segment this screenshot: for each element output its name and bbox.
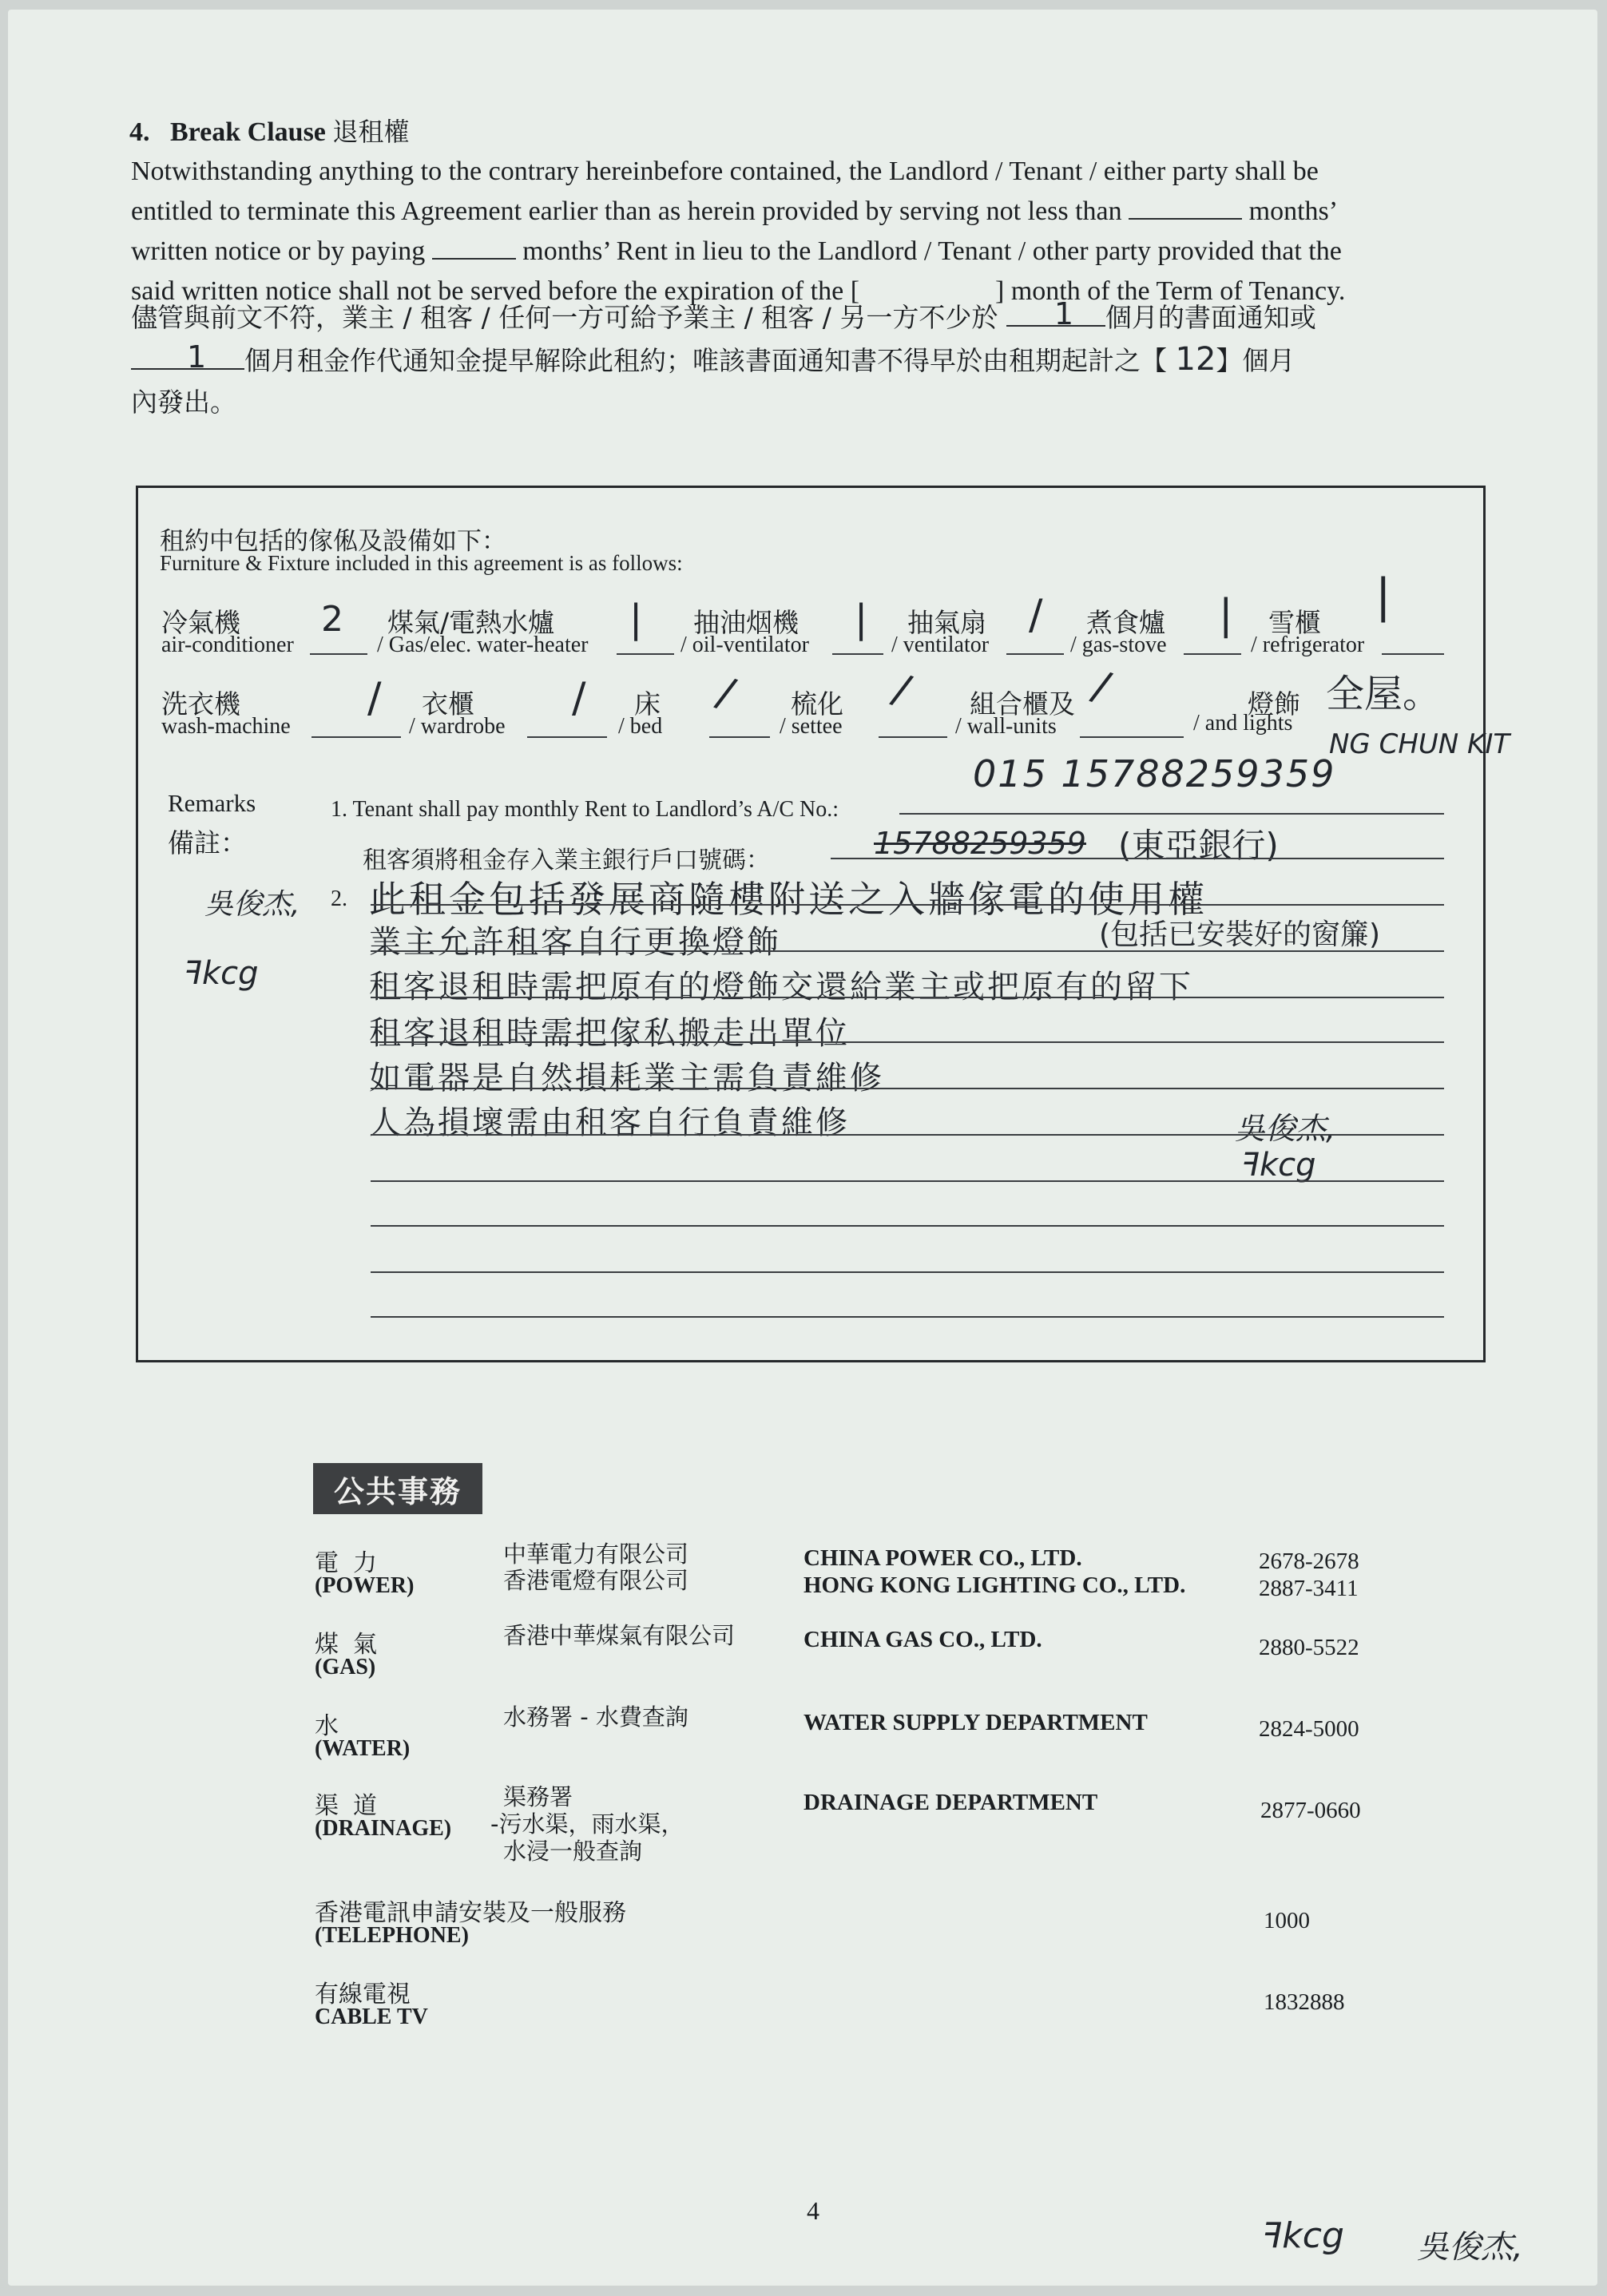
handwritten-bank-name: (東亞銀行) <box>1118 826 1279 865</box>
item-bed-zh: 床 <box>634 688 661 720</box>
item-wash-machine-en: wash-machine <box>161 714 291 739</box>
item-lights-zh: 燈飾 <box>1248 688 1300 720</box>
remark-line: 租客退租時需把傢私搬走出單位 <box>369 1015 850 1052</box>
remarks-label-zh: 備註： <box>168 827 247 859</box>
item-lights-en: / and lights <box>1193 711 1293 736</box>
item-gas-stove-qty: | <box>1219 591 1233 639</box>
item-refrigerator-en: / refrigerator <box>1251 632 1365 657</box>
remark-1-zh: 租客須將租金存入業主銀行戶口號碼： <box>363 847 770 874</box>
remark-1-en: 1. Tenant shall pay monthly Rent to Landlord’s A/C No.: <box>331 797 839 822</box>
item-oil-ventilator-qty: | <box>855 597 868 641</box>
item-settee-zh: 梳化 <box>791 688 843 720</box>
item-aircon-en: air-conditioner <box>161 632 294 657</box>
clause-english-text: Notwithstanding anything to the contrary hereinbefore contained, the Landlord / Tenant / either party shall be entitled to terminate this Agreement earlier than as herein provided by serving not less than months’ written notice or by paying months’ Rent in lieu to the Landlord / Tenant / other party provided that the said written notice shall not be served before the expiration of the [ ] month of the Term of Tenancy. <box>131 157 1346 306</box>
handwritten-month-number: 12 <box>1175 341 1216 378</box>
utilities-heading: 公共事務 <box>313 1463 482 1514</box>
item-ventilator-en: / ventilator <box>891 632 990 657</box>
handwritten-signed-name: 吳俊杰, <box>1235 1111 1336 1146</box>
handwritten-initial-name: 吳俊杰, <box>204 888 300 921</box>
item-water-heater-zh: 煤氣/電熱水爐 <box>387 607 555 638</box>
item-water-heater-en: / Gas/elec. water-heater <box>377 632 589 657</box>
remark-line: 如電器是自然損耗業主需負責維修 <box>369 1060 884 1096</box>
handwritten-rent-months: 1 <box>187 339 207 375</box>
handwritten-signature-left: ꟻkcg <box>184 955 259 992</box>
handwritten-name-roman: NG CHUN KIT <box>1329 728 1510 760</box>
handwritten-signature: ꟻkcg <box>1241 1147 1316 1184</box>
item-wash-machine-qty: / <box>367 674 382 722</box>
item-wardrobe-en: / wardrobe <box>409 714 506 739</box>
item-wall-units-zh: 組合櫃及 <box>970 688 1075 720</box>
remark-line-note: (包括已安裝好的窗簾) <box>1099 918 1381 951</box>
remark-2-number: 2. <box>331 886 347 911</box>
item-water-heater-qty: | <box>629 597 643 641</box>
remark-line: 人為損壞需由租客自行負責維修 <box>369 1104 850 1141</box>
handwritten-account-struck: 15788259359 <box>874 826 1086 861</box>
item-gas-stove-en: / gas-stove <box>1070 632 1167 657</box>
remark-line: 租客退租時需把原有的燈飾交還給業主或把原有的留下 <box>369 969 1193 1005</box>
remarks-label-en: Remarks <box>168 789 256 817</box>
document-page: 4. Break Clause 退租權 Notwithstanding anything to the contrary hereinbefore contained, the Landlord / Tenant / either party shall be entitled to terminate this Agreement earlier than as herein provided by serving not less than months’ written notice or by paying months’ Rent in lieu to the Landlord / Tenant / other party provided that the said written notice shall not be served before the expiration of the [ ] month of the Term of Tenancy. 儘管與前文不符，業主 / 租客 / 任何一方可給予業主 / 租客 / 另一方不少於 1 個月的書面通知或 1 個月租金作代通知金提早解除此租約；唯該書面通知書不得早於由租期起計之【 12】個月 內發出。 租約中包括的傢俬及設備如下： Furniture & Fixture included in this agreement is as follows: 冷氣機 air-conditioner 2 煤氣/電熱水爐 / Gas/elec. water-heater | 抽油烟機 / oil-ventilator | 抽氣扇 / ventilator / 煮食爐 / gas-stove | 雪櫃 / refrigerator | 洗衣機 wash-machine / 衣櫃 / wardrobe / 床 / bed / 梳化 / settee / 組合櫃及 / wall-units / 燈飾 / and lights 全屋。 NG CHUN KIT Remarks 備註： 1. Tenant shall pay monthly Rent to Landlord’s A/C No.: 015 15788259359 租客須將租金存入業主銀行戶口號碼： 15788259359 (東亞銀行) 吳俊杰, 2. ꟻkcg 此租金包括發展商隨樓附送之入牆傢電的使用權 業主允許租客自行更換燈飾 (包括已安裝好的窗簾) 租客退租時需把原有的燈飾交還給業主或把原有的留下 租客退租時需把傢私搬走出單位 如電器是自然損耗業主需負責維修 人為損壞需由租客自行負責維修 吳俊杰, ꟻkcg 公共事務 電力 (POWER) 中華電力有限公司 香港電燈有限公司 CHINA POWER CO., LTD. HONG KONG LIGHTING CO., LTD. 2678-2678 2887-3411 煤氣 (GAS) 香港中華煤氣有限公司 CHINA GAS CO., LTD. 2880-5522 水 (WATER) 水務署 - 水費查詢 WATER SUPPLY DEPARTMENT 2824-5000 渠道 (DRAINAGE) 渠務署 -污水渠，雨水渠， 水浸一般查詢 DRAINAGE DEPARTMENT 2877-0660 香港電訊申請安裝及一般服務 (TELEPHONE) 1000 有線電視 CABLE TV 1832888 4 ꟻkcg 吳俊杰, <box>8 10 1597 2286</box>
footer-signed-name: 吳俊杰, <box>1417 2229 1523 2266</box>
item-refrigerator-zh: 雪櫃 <box>1268 607 1321 638</box>
item-wardrobe-qty: / <box>572 674 586 722</box>
item-aircon-zh: 冷氣機 <box>161 607 240 638</box>
footer-signature: ꟻkcg <box>1262 2215 1344 2256</box>
item-lights-qty: 全屋。 <box>1326 672 1442 716</box>
furniture-heading-zh: 租約中包括的傢俬及設備如下： <box>160 527 506 556</box>
item-wall-units-en: / wall-units <box>955 714 1057 739</box>
page-number: 4 <box>807 2196 819 2225</box>
remark-line: 業主允許租客自行更換燈飾 <box>369 924 781 961</box>
item-wardrobe-zh: 衣櫃 <box>422 688 474 720</box>
item-ventilator-zh: 抽氣扇 <box>907 607 986 638</box>
item-oil-ventilator-en: / oil-ventilator <box>680 632 809 657</box>
clause-chinese-text: 儘管與前文不符，業主 / 租客 / 任何一方可給予業主 / 租客 / 另一方不少於 1 個月的書面通知或 1 個月租金作代通知金提早解除此租約；唯該書面通知書不得早於由租期起計之【 12】個月 內發出。 <box>131 297 1316 423</box>
item-settee-qty: / <box>887 664 917 716</box>
handwritten-notice-months: 1 <box>1053 296 1074 331</box>
item-wash-machine-zh: 洗衣機 <box>161 688 240 720</box>
item-refrigerator-qty: | <box>1375 569 1391 623</box>
item-ventilator-qty: / <box>1029 591 1043 639</box>
item-bed-qty: / <box>711 668 741 719</box>
item-oil-ventilator-zh: 抽油烟機 <box>693 607 799 638</box>
item-wall-units-qty: / <box>1086 661 1117 712</box>
handwritten-account-number: 015 15788259359 <box>973 752 1336 795</box>
section-heading: 4. Break Clause 退租權 <box>129 117 410 147</box>
furniture-heading-en: Furniture & Fixture included in this agreement is as follows: <box>160 551 683 575</box>
item-aircon-qty: 2 <box>321 599 343 640</box>
item-gas-stove-zh: 煮食爐 <box>1086 607 1165 638</box>
item-settee-en: / settee <box>780 714 843 739</box>
remark-line: 此租金包括發展商隨樓附送之入牆傢電的使用權 <box>369 878 1208 921</box>
item-bed-en: / bed <box>618 714 663 739</box>
